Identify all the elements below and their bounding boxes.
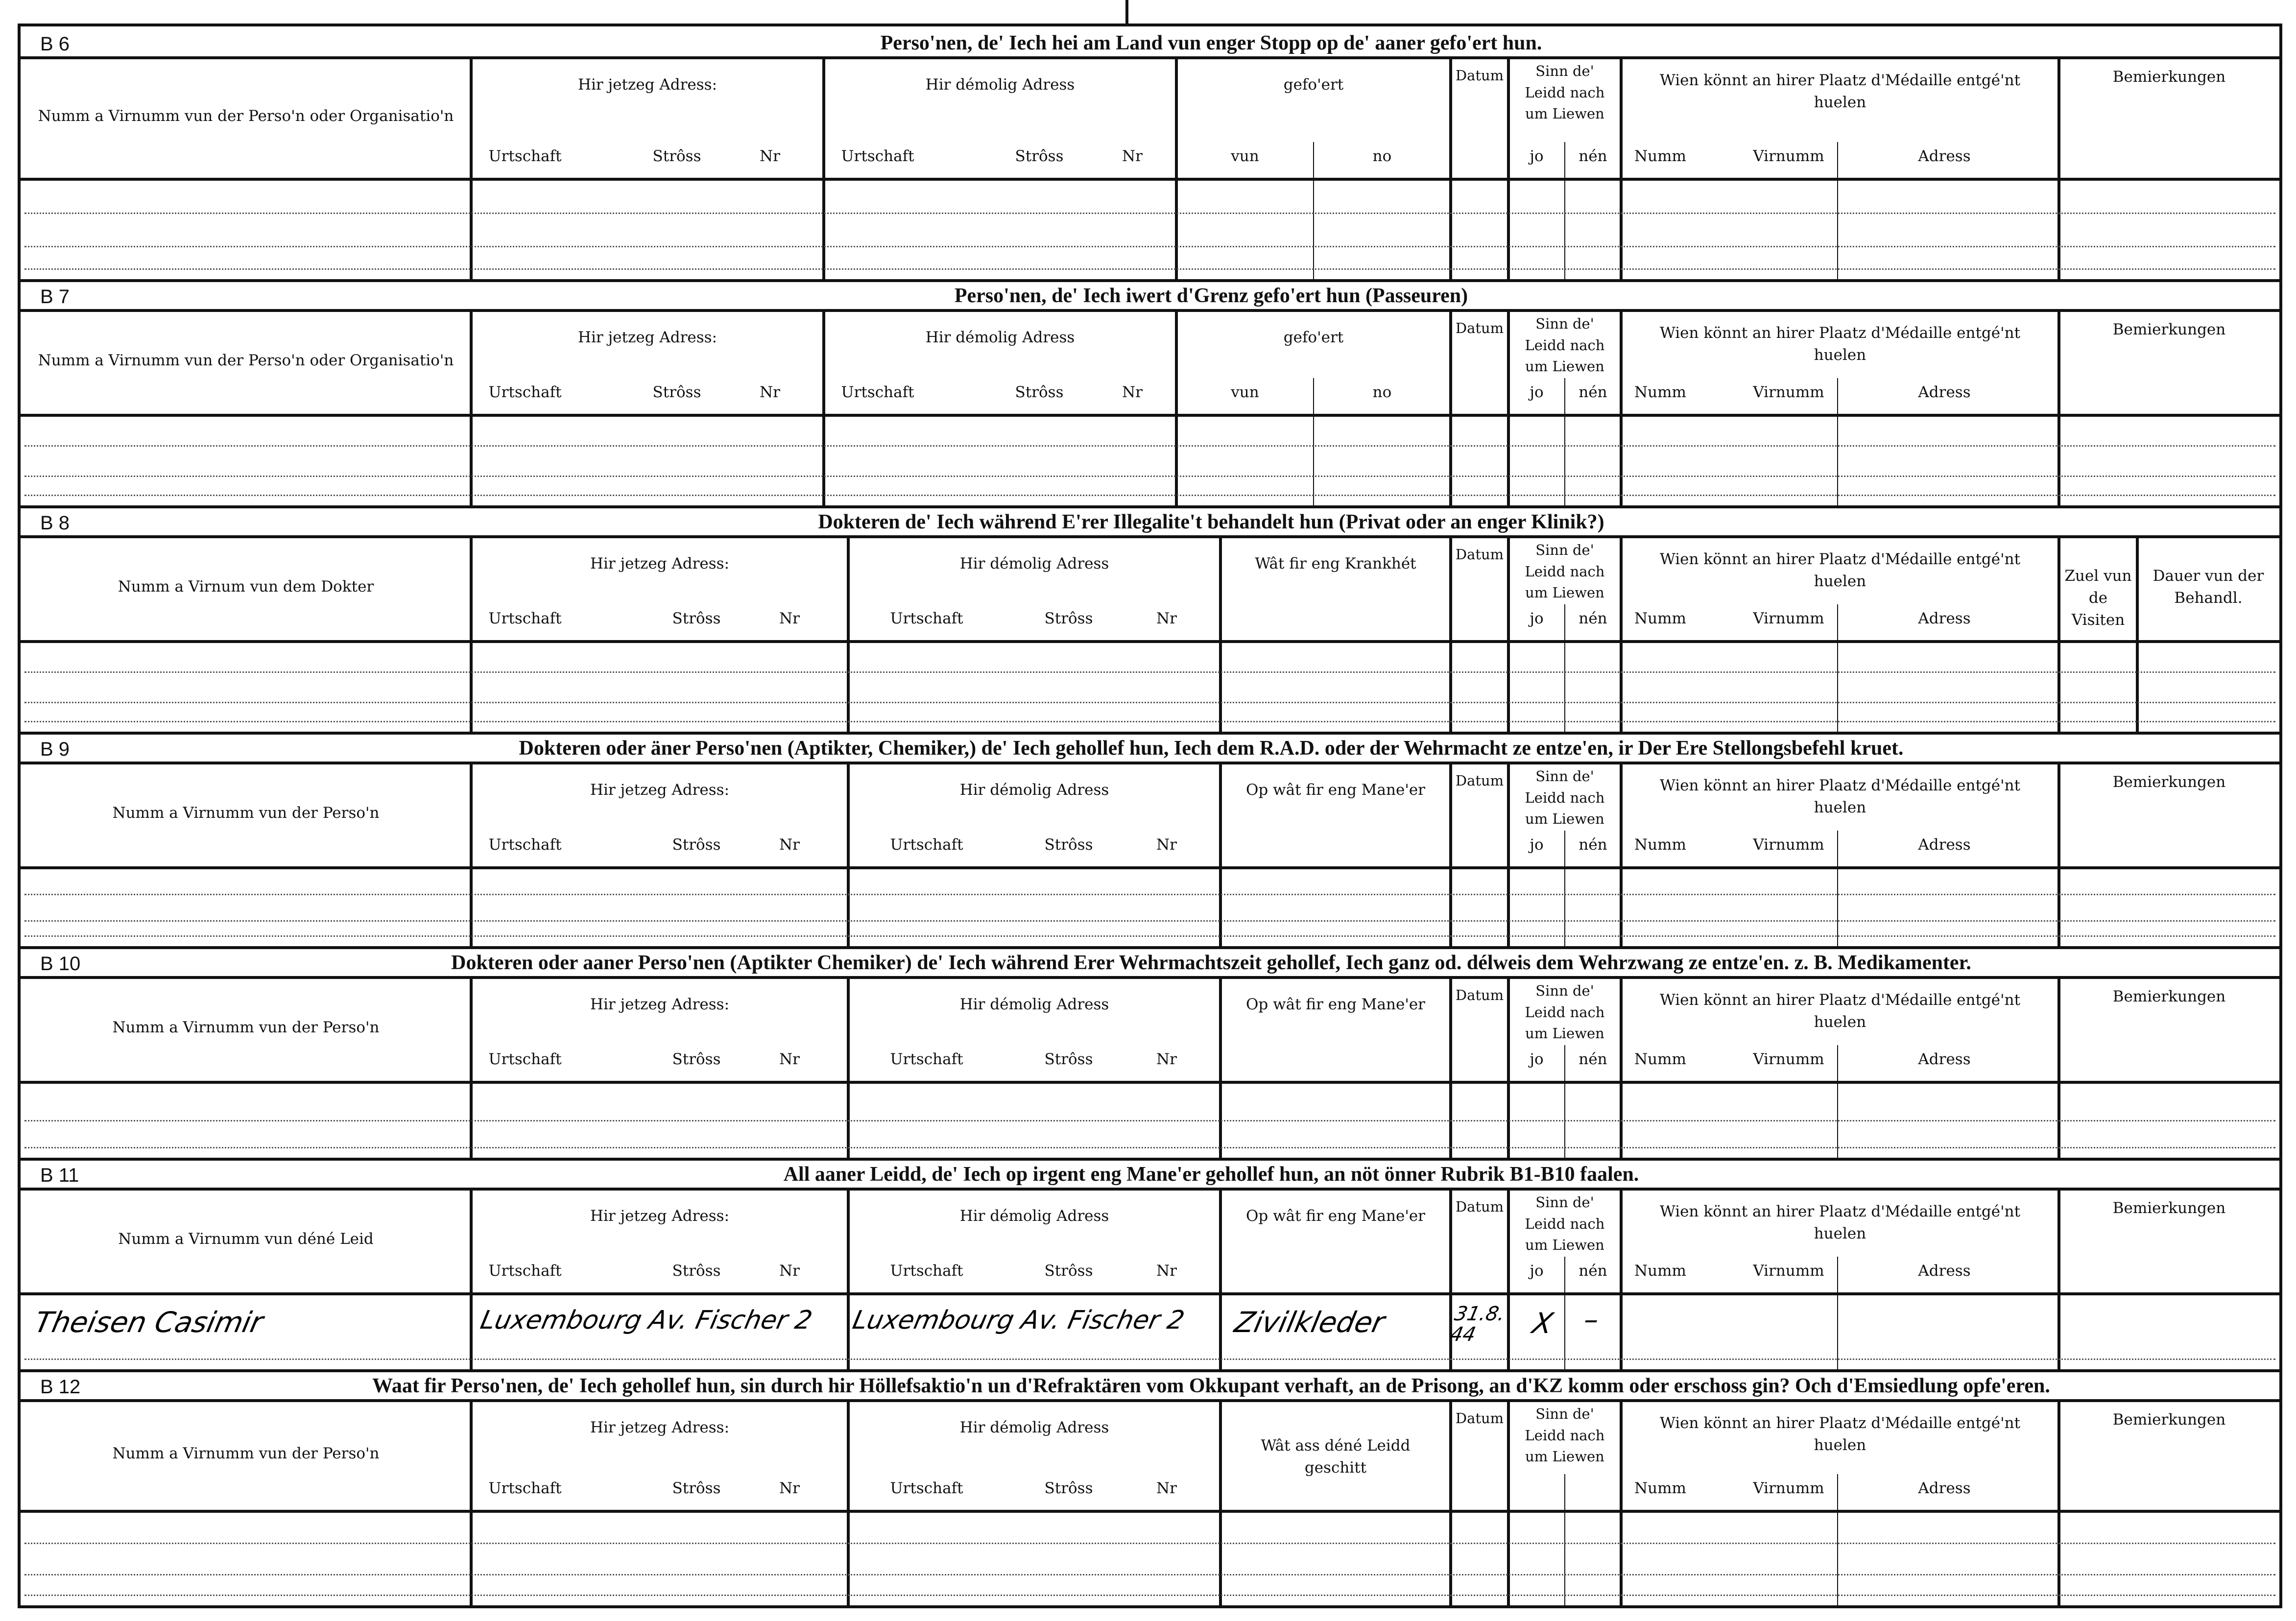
section-separator (21, 505, 2279, 508)
section-b10 (21, 946, 2279, 1158)
alive-no-header: nén (1578, 383, 1607, 401)
current-number-header: Nr (779, 1050, 800, 1068)
current-locality-header: Urtschaft (488, 1050, 562, 1068)
section-title: Perso'nen, de' Iech iwert d'Grenz gefo'ert hun (Passeuren) (954, 285, 1468, 307)
section-separator (21, 732, 2279, 735)
column-border (2057, 977, 2060, 1158)
row-line (24, 721, 2275, 722)
name-column-header: Numm a Virnumm vun der Perso'n oder Organisatio'n (38, 352, 454, 369)
medal-address-header: Adress (1918, 147, 1971, 165)
header-bottom-line (21, 866, 2279, 869)
medal-firstname-header: Virnumm (1753, 1050, 1824, 1068)
former-address-header: Hir démolig Adress (959, 555, 1109, 572)
guided-split (1313, 142, 1314, 279)
medal-recipient-header: Wien könnt an hirer Plaatz d'Médaille entgé'nt huelen (1659, 1203, 2021, 1242)
medal-recipient-header: Wien könnt an hirer Plaatz d'Médaille entgé'nt huelen (1659, 550, 2021, 590)
medal-name-header: Numm (1634, 610, 1686, 627)
name-column-header: Numm a Virnumm vun der Perso'n (112, 1445, 380, 1462)
entry-alive-yes[interactable]: X (1529, 1307, 1556, 1340)
section-b9 (21, 732, 2279, 946)
medal-address-header: Adress (1918, 383, 1971, 401)
current-address-header: Hir jetzeg Adress: (590, 996, 730, 1013)
row-line (24, 1359, 2275, 1360)
former-address-header: Hir démolig Adress (959, 781, 1109, 799)
row-line (24, 1595, 2275, 1596)
header-top-line (21, 1399, 2279, 1402)
current-number-header: Nr (760, 147, 780, 165)
medal-firstname-header: Virnumm (1753, 836, 1824, 854)
medal-address-header: Adress (1918, 1262, 1971, 1280)
current-locality-header: Urtschaft (488, 383, 562, 401)
name-column-header: Numm a Virnum vun dem Dokter (118, 578, 374, 596)
row-line (24, 268, 2275, 270)
header-bottom-line (21, 1081, 2279, 1084)
current-address-header: Hir jetzeg Adress: (590, 555, 730, 572)
entry-name[interactable]: Theisen Casimir (31, 1306, 266, 1339)
medal-name-header: Numm (1634, 383, 1686, 401)
alive-no-header: nén (1578, 610, 1607, 627)
alive-no-header: nén (1578, 147, 1607, 165)
section-separator (21, 946, 2279, 949)
date-header: Datum (1455, 320, 1504, 336)
column-border (1620, 1189, 1623, 1369)
extra-column-header: Wât fir eng Krankhét (1255, 555, 1416, 572)
medal-name-header: Numm (1634, 1050, 1686, 1068)
guided-header: gefo'ert (1283, 329, 1344, 346)
medal-address-header: Adress (1918, 1479, 1971, 1497)
alive-yes-header: jo (1530, 383, 1544, 401)
medal-firstname-header: Virnumm (1753, 610, 1824, 627)
header-top-line (21, 1188, 2279, 1191)
row-line (24, 476, 2275, 477)
header-bottom-line (21, 1292, 2279, 1295)
section-separator (21, 1158, 2279, 1161)
former-address-header: Hir démolig Adress (959, 1419, 1109, 1436)
alive-header: Sinn de' Leidd nach um Liewen (1525, 1194, 1605, 1253)
former-number-header: Nr (1156, 1262, 1177, 1280)
alive-yes-header: jo (1530, 610, 1544, 627)
current-locality-header: Urtschaft (488, 1262, 562, 1280)
entry-current-address[interactable]: Luxembourg Av. Fischer 2 (478, 1306, 815, 1335)
medal-recipient-header: Wien könnt an hirer Plaatz d'Médaille entgé'nt huelen (1659, 991, 2021, 1031)
current-street-header: Strôss (672, 1050, 721, 1068)
guided-from-header: vun (1231, 147, 1259, 165)
medal-recipient-header: Wien könnt an hirer Plaatz d'Médaille entgé'nt huelen (1659, 324, 2021, 364)
date-header: Datum (1455, 1198, 1504, 1215)
alive-yes-header: jo (1530, 1262, 1544, 1280)
guided-from-header: vun (1231, 383, 1259, 401)
extra-column-header: Op wât fir eng Mane'er (1245, 996, 1426, 1013)
header-bottom-line (21, 640, 2279, 643)
date-header: Datum (1455, 1410, 1504, 1427)
current-address-header: Hir jetzeg Adress: (590, 1419, 730, 1436)
entry-former-address[interactable]: Luxembourg Av. Fischer 2 (850, 1306, 1187, 1335)
row-line (24, 1543, 2275, 1544)
current-locality-header: Urtschaft (488, 836, 562, 854)
medal-firstname-header: Virnumm (1753, 1479, 1824, 1497)
current-street-header: Strôss (672, 1262, 721, 1280)
current-street-header: Strôss (652, 383, 701, 401)
row-line (24, 213, 2275, 214)
questionnaire-form (18, 24, 2282, 1608)
current-number-header: Nr (779, 836, 800, 854)
remarks-header: Bemierkungen (2112, 68, 2226, 86)
medal-address-header: Adress (1918, 610, 1971, 627)
remarks-header: Bemierkungen (2112, 321, 2226, 338)
duration-header: Dauer vun der Behandl. (2152, 567, 2264, 607)
column-border (1507, 763, 1510, 946)
row-line (24, 445, 2275, 447)
current-locality-header: Urtschaft (488, 1479, 562, 1497)
medal-address-header: Adress (1918, 836, 1971, 854)
current-number-header: Nr (779, 1479, 800, 1497)
alive-header: Sinn de' Leidd nach um Liewen (1525, 315, 1605, 375)
section-code: B 9 (40, 739, 70, 760)
row-line (24, 935, 2275, 937)
visits-header: Zuel vun de Visiten (2064, 567, 2132, 629)
alive-header: Sinn de' Leidd nach um Liewen (1525, 768, 1605, 827)
date-header: Datum (1455, 67, 1504, 84)
alive-no-header: nén (1578, 1050, 1607, 1068)
medal-recipient-header: Wien könnt an hirer Plaatz d'Médaille entgé'nt huelen (1659, 777, 2021, 816)
name-column-header: Numm a Virnumm vun déné Leid (118, 1230, 374, 1248)
row-line (24, 1147, 2275, 1148)
extra-column-header: Op wât fir eng Mane'er (1245, 1207, 1426, 1225)
current-number-header: Nr (779, 610, 800, 627)
guided-to-header: no (1372, 147, 1392, 165)
current-street-header: Strôss (672, 1479, 721, 1497)
current-locality-header: Urtschaft (488, 147, 562, 165)
alive-split (1564, 1474, 1565, 1605)
former-locality-header: Urtschaft (890, 1050, 963, 1068)
row-line (24, 1574, 2275, 1575)
former-locality-header: Urtschaft (890, 1479, 963, 1497)
medal-firstname-header: Virnumm (1753, 147, 1824, 165)
extra-column-header: Op wât fir eng Mane'er (1245, 781, 1426, 799)
row-line (24, 671, 2275, 673)
current-number-header: Nr (760, 383, 780, 401)
medal-address-header: Adress (1918, 1050, 1971, 1068)
former-number-header: Nr (1156, 1479, 1177, 1497)
section-separator (21, 279, 2279, 282)
former-number-header: Nr (1156, 610, 1177, 627)
header-bottom-line (21, 1510, 2279, 1513)
medal-name-header: Numm (1634, 147, 1686, 165)
header-top-line (21, 976, 2279, 979)
current-number-header: Nr (779, 1262, 800, 1280)
header-top-line (21, 762, 2279, 764)
former-street-header: Strôss (1044, 1479, 1093, 1497)
section-separator (21, 1369, 2279, 1372)
former-address-header: Hir démolig Adress (959, 996, 1109, 1013)
alive-yes-header: jo (1530, 147, 1544, 165)
former-street-header: Strôss (1044, 1050, 1093, 1068)
guided-to-header: no (1372, 383, 1392, 401)
header-top-line (21, 535, 2279, 538)
guided-header: gefo'ert (1283, 76, 1344, 94)
column-border (2057, 1189, 2060, 1369)
column-border (1507, 1189, 1510, 1369)
entry-date[interactable]: 31.8.44 (1448, 1303, 1507, 1346)
former-locality-header: Urtschaft (890, 1262, 963, 1280)
alive-header: Sinn de' Leidd nach um Liewen (1525, 1406, 1605, 1465)
current-street-header: Strôss (672, 836, 721, 854)
section-b12 (21, 1369, 2279, 1605)
section-title: Waat fir Perso'nen, de' Iech gehollef hun, sin durch hir Höllefsaktio'n un d'Refraktären vom Okkupant verhaft, an de Prisong, an d'KZ komm oder erschoss gin? Och d'Emsiedlung opfe'eren. (372, 1375, 2050, 1397)
section-code: B 12 (40, 1376, 81, 1398)
former-address-header: Hir démolig Adress (959, 1207, 1109, 1225)
former-street-header: Strôss (1044, 1262, 1093, 1280)
name-column-header: Numm a Virnumm vun der Perso'n (112, 804, 380, 822)
former-number-header: Nr (1156, 836, 1177, 854)
alive-header: Sinn de' Leidd nach um Liewen (1525, 982, 1605, 1042)
section-code: B 8 (40, 512, 70, 534)
section-code: B 7 (40, 286, 70, 308)
section-title: All aaner Leidd, de' Iech op irgent eng Mane'er gehollef hun, an nöt önner Rubrik B1-B10 faalen. (783, 1163, 1639, 1186)
medal-recipient-header: Wien könnt an hirer Plaatz d'Médaille entgé'nt huelen (1659, 72, 2021, 111)
former-street-header: Strôss (1044, 610, 1093, 627)
former-number-header: Nr (1156, 1050, 1177, 1068)
current-address-header: Hir jetzeg Adress: (590, 1207, 730, 1225)
alive-header: Sinn de' Leidd nach um Liewen (1525, 63, 1605, 122)
row-line (24, 1120, 2275, 1121)
date-header: Datum (1455, 546, 1504, 563)
former-number-header: Nr (1122, 383, 1143, 401)
section-title: Dokteren de' Iech während E'rer Illegalite't behandelt hun (Privat oder an enger Klinik?) (818, 511, 1604, 533)
medal-name-header: Numm (1634, 1479, 1686, 1497)
column-border (2057, 763, 2060, 946)
entry-manner[interactable]: Zivilkleder (1231, 1306, 1388, 1339)
former-street-header: Strôss (1044, 836, 1093, 854)
medal-firstname-header: Virnumm (1753, 1262, 1824, 1280)
remarks-header: Bemierkungen (2112, 988, 2226, 1005)
alive-no-header: nén (1578, 1262, 1607, 1280)
alive-header: Sinn de' Leidd nach um Liewen (1525, 542, 1605, 601)
medal-firstname-header: Virnumm (1753, 383, 1824, 401)
name-column-header: Numm a Virnumm vun der Perso'n oder Organisatio'n (38, 107, 454, 125)
section-title: Perso'nen, de' Iech hei am Land vun enger Stopp op de' aaner gefo'ert hun. (880, 32, 1542, 54)
former-street-header: Strôss (1015, 383, 1064, 401)
guided-split (1313, 378, 1314, 505)
section-code: B 11 (40, 1165, 79, 1186)
former-locality-header: Urtschaft (841, 383, 914, 401)
entry-alive-no[interactable]: – (1580, 1303, 1602, 1336)
medal-name-header: Numm (1634, 1262, 1686, 1280)
former-number-header: Nr (1122, 147, 1143, 165)
header-top-line (21, 309, 2279, 312)
header-bottom-line (21, 178, 2279, 181)
column-border (1507, 977, 1510, 1158)
row-line (24, 246, 2275, 247)
alive-yes-header: jo (1530, 1050, 1544, 1068)
column-border (1620, 977, 1623, 1158)
current-address-header: Hir jetzeg Adress: (590, 781, 730, 799)
section-b11 (21, 1158, 2279, 1369)
former-address-header: Hir démolig Adress (925, 329, 1075, 346)
section-title: Dokteren oder äner Perso'nen (Aptikter, Chemiker,) de' Iech gehollef hun, Iech dem R.A.D. oder der Wehrmacht ze entze'en, ir Der Ere Stellongsbefehl kruet. (519, 737, 1904, 760)
name-column-header: Numm a Virnumm vun der Perso'n (112, 1019, 380, 1036)
section-code: B 10 (40, 953, 81, 975)
medal-name-header: Numm (1634, 836, 1686, 854)
section-b8 (21, 505, 2279, 732)
row-line (24, 495, 2275, 496)
remarks-header: Bemierkungen (2112, 1411, 2226, 1429)
section-title: Dokteren oder aaner Perso'nen (Aptikter Chemiker) de' Iech während Erer Wehrmachtszeit gehollef, Iech ganz od. délweis dem Wehrzwang ze entze'en. z. B. Medikamenter. (451, 952, 1971, 974)
row-line (24, 920, 2275, 922)
former-locality-header: Urtschaft (890, 836, 963, 854)
alive-no-header: nén (1578, 836, 1607, 854)
section-code: B 6 (40, 33, 70, 55)
medal-recipient-header: Wien könnt an hirer Plaatz d'Médaille entgé'nt huelen (1659, 1414, 2021, 1454)
alive-yes-header: jo (1530, 836, 1544, 854)
current-locality-header: Urtschaft (488, 610, 562, 627)
section-b7 (21, 279, 2279, 505)
current-address-header: Hir jetzeg Adress: (577, 329, 718, 346)
remarks-header: Bemierkungen (2112, 773, 2226, 791)
current-address-header: Hir jetzeg Adress: (577, 76, 718, 94)
current-street-header: Strôss (652, 147, 701, 165)
date-header: Datum (1455, 987, 1504, 1003)
row-line (24, 702, 2275, 703)
former-street-header: Strôss (1015, 147, 1064, 165)
remarks-header: Bemierkungen (2112, 1199, 2226, 1217)
section-b6 (21, 26, 2279, 279)
header-top-line (21, 56, 2279, 59)
date-header: Datum (1455, 772, 1504, 789)
current-street-header: Strôss (672, 610, 721, 627)
column-border (1620, 763, 1623, 946)
binding-mark (1125, 0, 1128, 24)
what-happened-header: Wât ass déné Leidd geschitt (1261, 1437, 1411, 1477)
former-locality-header: Urtschaft (841, 147, 914, 165)
row-line (24, 894, 2275, 895)
former-address-header: Hir démolig Adress (925, 76, 1075, 94)
former-locality-header: Urtschaft (890, 610, 963, 627)
header-bottom-line (21, 414, 2279, 417)
